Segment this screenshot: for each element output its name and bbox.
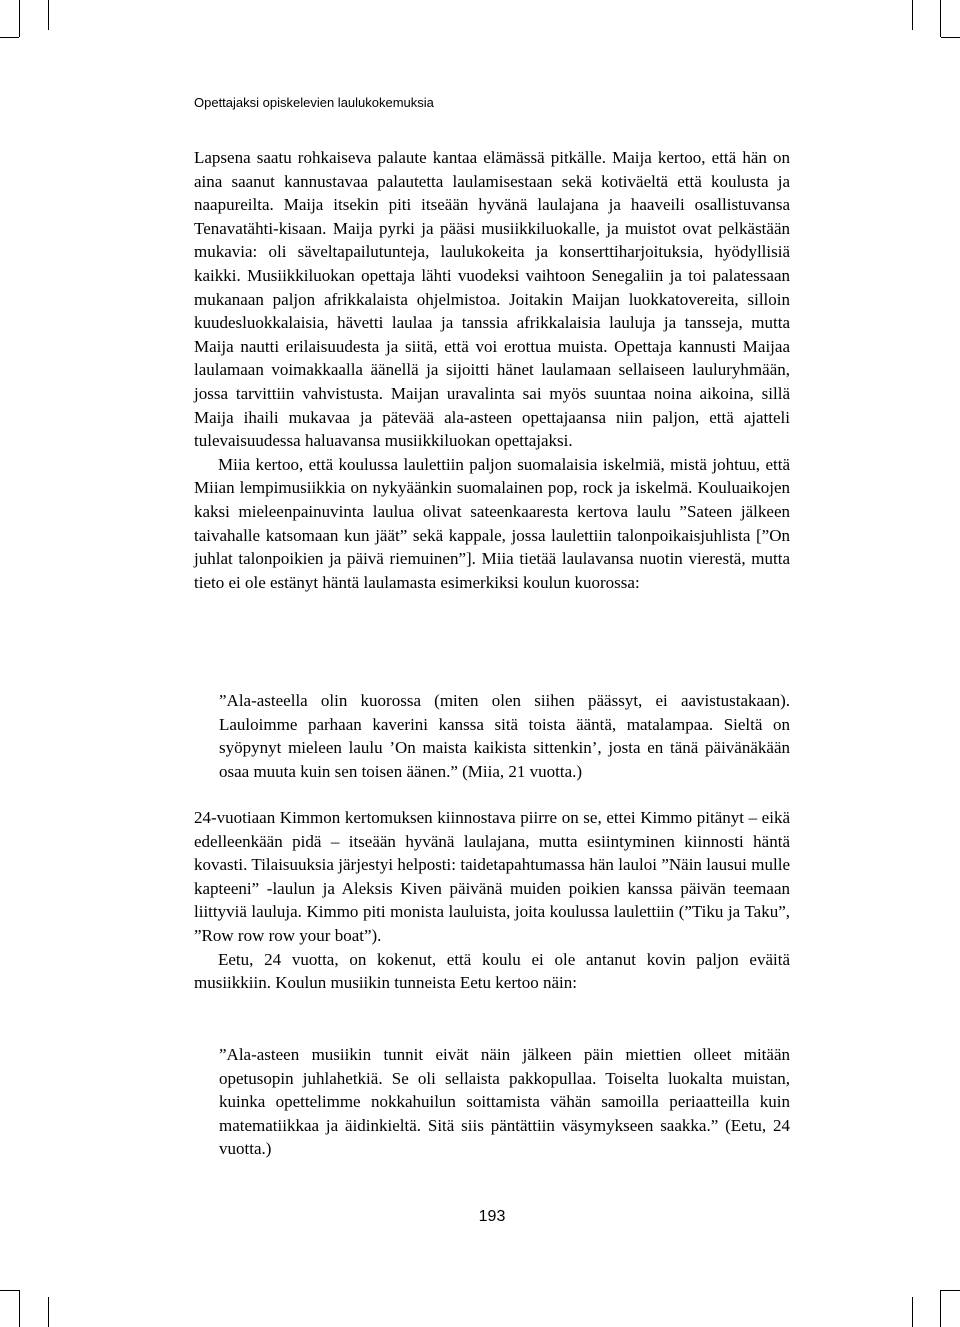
crop-mark xyxy=(940,0,941,37)
crop-mark xyxy=(941,37,960,38)
paragraph-kimmo: 24-vuotiaan Kimmon kertomuksen kiinnostava piirre on se, ettei Kimmo pitänyt – eikä edelleenkään pidä – itseään hyvänä laulajana, mutta esiintyminen kiinnosti häntä kovasti. Tilaisuuksia järjestyi helposti: taidetapahtumassa hän lauloi ”Näin lausui mulle kapteeni” -laulun ja Aleksis Kiven päivänä muiden poikien kanssa päivän teemaan liittyviä lauluja. Kimmo piti monista lauluista, joita koulussa laulettiin (”Tiku ja Taku”, ”Row row row your boat”). xyxy=(194,808,790,945)
crop-mark xyxy=(19,0,20,37)
page-number: 193 xyxy=(478,1208,506,1225)
block-quote-eetu: ”Ala-asteen musiikin tunnit eivät näin jälkeen päin miettien olleet mitään opetusopin juhlahetkiä. Se oli sellaista pakkopullaa. Toiselta luokalta muistan, kuinka opettelimme nokkahuilun soittamista vähän samoilla periaatteilla kuin matematiikkaa ja äidinkieltä. Sitä siis päntättiin väsymykseen saakka.” (Eetu, 24 vuotta.) xyxy=(219,1045,790,1159)
running-header: Opettajaksi opiskelevien laulukokemuksia xyxy=(194,95,434,110)
crop-mark xyxy=(940,1290,941,1327)
crop-mark xyxy=(912,1297,913,1327)
paragraph-maija: Lapsena saatu rohkaiseva palaute kantaa elämässä pitkälle. Maija kertoo, että hän on aina saanut kannustavaa palautetta laulamisestaan sekä kotiväeltä että koulusta ja naapureilta. Maija itsekin piti itseään hyvänä laulajana ja haaveili osallistuvansa Tenavatähti-kisaan. Maija pyrki ja pääsi musiikkiluokalle, ja muistot ovat pelkästään mukavia: oli säveltapailutunteja, laulukokeita ja konserttiharjoituksia, hyödyllisiä kaikki. Musiikkiluokan opettaja lähti vuodeksi vaihtoon Senegaliin ja toi palatessaan mukanaan paljon afrikkalaista ohjelmistoa. Joitakin Maijan luokkatovereita, silloin kuudesluokkalaisia, hävetti laulaa ja tanssia afrikkalaisia lauluja ja tansseja, mutta Maija nautti erilaisuudesta ja siitä, että voi erottua muista. Opettaja kannusti Maijaa laulamaan voimakkaalla äänellä ja sijoitti hänet laulamaan sellaiseen lauluryhmään, jossa tarvittiin vahvistusta. Maijan uravalinta sai myös suuntaa noina aikoina, sillä Maija ihaili mukavaa ja pätevää ala-asteen opettajaansa niin paljon, että ajatteli tulevaisuudessa haluavansa musiikkiluokan opettajaksi. xyxy=(194,148,790,451)
crop-mark xyxy=(0,37,19,38)
crop-mark xyxy=(941,1290,960,1291)
body-text-middle xyxy=(194,806,790,995)
crop-mark xyxy=(48,0,49,30)
crop-mark xyxy=(19,1290,20,1327)
paragraph-miia: Miia kertoo, että koulussa laulettiin paljon suomalaisia iskelmiä, mistä johtuu, että Miian lempimusiikkia on nykyäänkin suomalainen pop, rock ja iskelmä. Kouluaikojen kaksi mieleenpainuvinta laulua olivat sateenkaaresta kertova laulu ”Sateen jälkeen taivahalle katsomaan kun jäät” sekä kappale, jossa laulettiin talonpoikaisjuhlista [”On juhlat talonpoikien ja päivä riemuinen”]. Miia tietää laulavansa nuotin vierestä, mutta tieto ei ole estänyt häntä laulamasta esimerkiksi koulun kuorossa: xyxy=(194,454,790,592)
paragraph-eetu: Eetu, 24 vuotta, on kokenut, että koulu ei ole antanut kovin paljon eväitä musiikkiin. Koulun musiikin tunneista Eetu kertoo näin: xyxy=(194,949,790,993)
crop-mark xyxy=(48,1297,49,1327)
block-quote-miia: ”Ala-asteella olin kuorossa (miten olen siihen päässyt, ei aavistustakaan). Lauloimme parhaan kaverini kanssa sitä toista ääntä, matalampaa. Sieltä on syöpynyt mieleen laulu ’On maista kaikista sittenkin’, josta en tänä päivänäkään osaa muuta kuin sen toisen äänen.” (Miia, 21 vuotta.) xyxy=(219,691,790,781)
crop-mark xyxy=(912,0,913,30)
crop-mark xyxy=(0,1290,19,1291)
body-text-top xyxy=(194,146,790,594)
